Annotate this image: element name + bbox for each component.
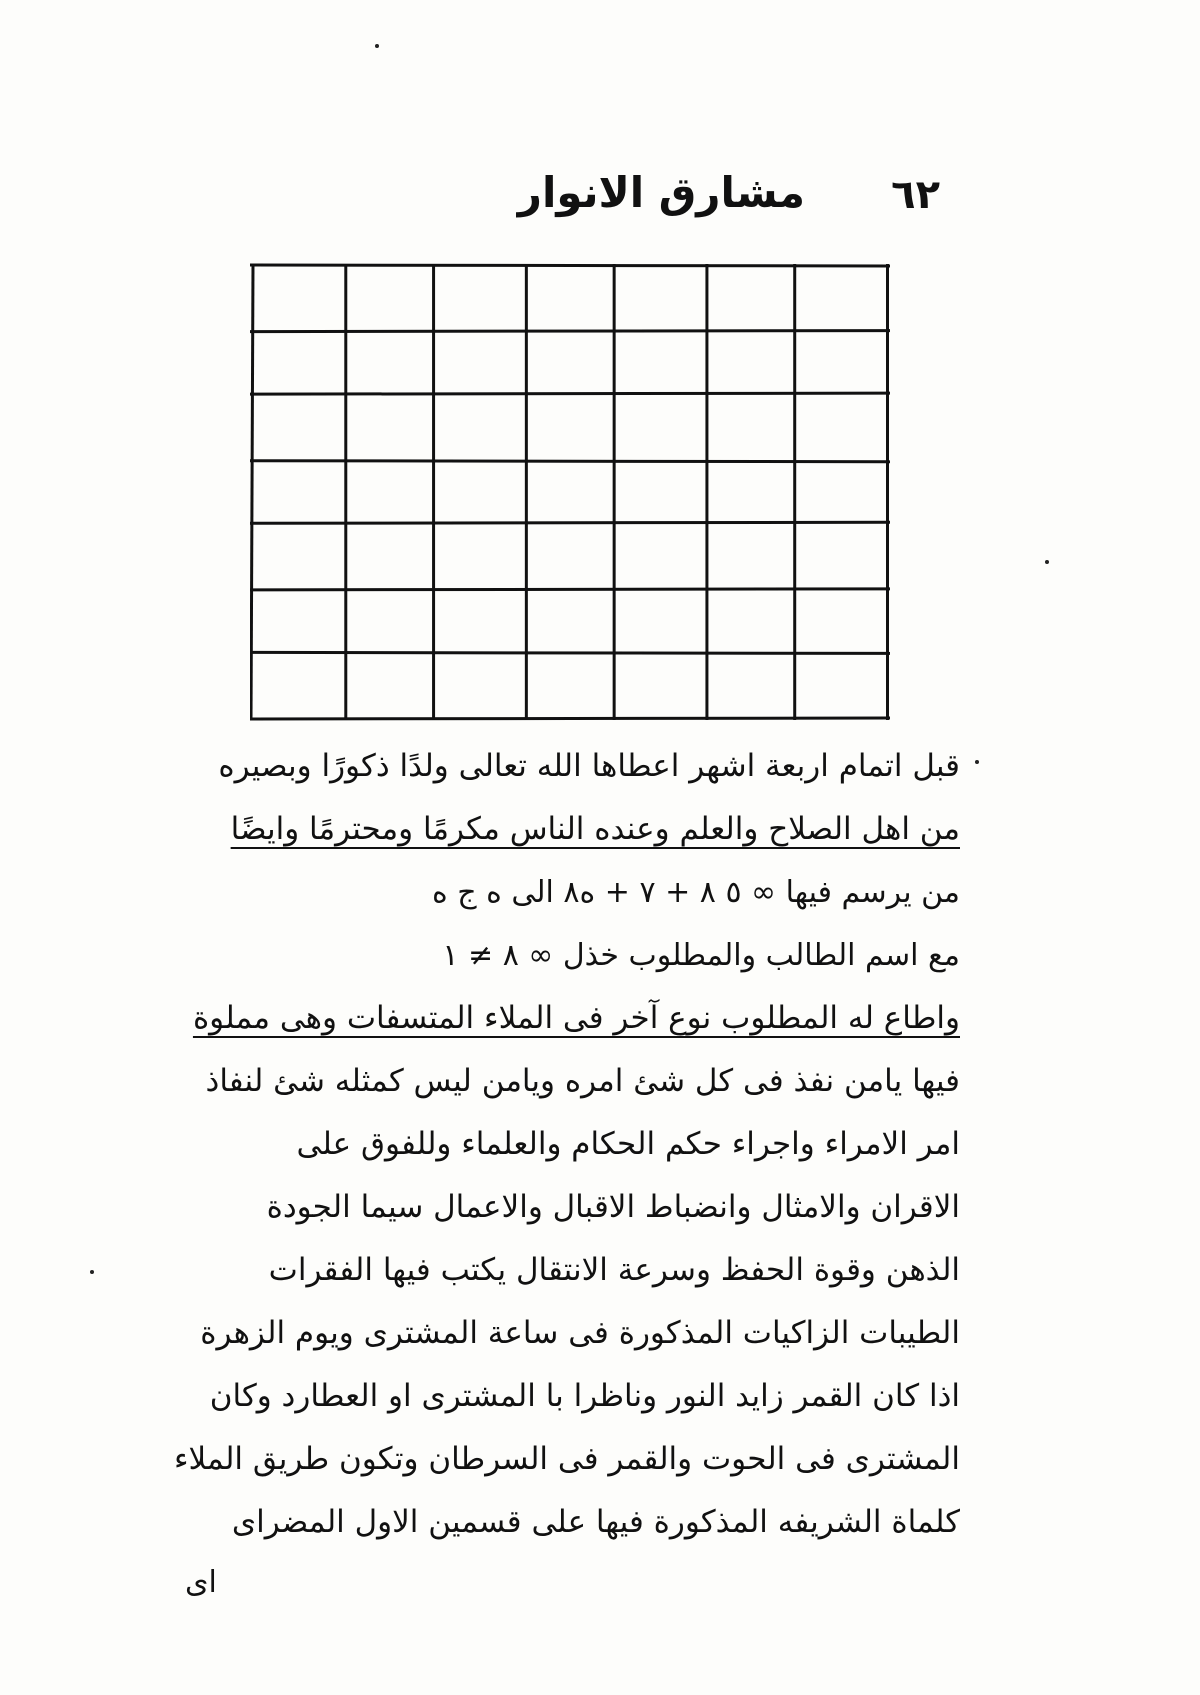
text-line: الاقران والامثال وانضباط الاقبال والاعمال سيما الجودة (266, 1189, 960, 1225)
ink-speck (1045, 560, 1049, 564)
text-line: فيها يامن نفذ فى كل شئ امره ويامن ليس كمثله شئ لنفاذ (205, 1063, 960, 1099)
table-grid (250, 262, 890, 722)
grid-row-line (250, 652, 890, 653)
grid-row-line (250, 393, 890, 394)
ink-speck (975, 760, 979, 764)
grid-row-line (250, 522, 890, 523)
text-line: واطاع له المطلوب نوع آخر فى الملاء المتسفات وهى مملوة (192, 1000, 960, 1036)
grid-row-line (250, 718, 890, 719)
text-line: المشترى فى الحوت والقمر فى السرطان وتكون طريق الملاء (173, 1441, 960, 1477)
text-line: امر الامراء واجراء حكم الحكام والعلماء وللفوق على (296, 1126, 960, 1162)
text-line: اذا كان القمر زايد النور وناظرا با المشترى او العطارد وكان (209, 1378, 960, 1414)
text-line: قبل اتمام اربعة اشهر اعطاها الله تعالى ولدًا ذكورًا وبصيره (218, 748, 960, 784)
grid-row-line (250, 265, 890, 266)
ink-speck (90, 1270, 94, 1274)
page-number: ٦٢ (891, 172, 940, 218)
text-line-with-symbols: من يرسم فيها ∞ ٥ ٨ + ٧ + ه٨ الى ه ج ه (431, 875, 960, 910)
grid-row-line (250, 331, 890, 332)
text-line: الذهن وقوة الحفظ وسرعة الانتقال يكتب فيها الفقرات (268, 1252, 960, 1288)
ink-speck (375, 44, 379, 48)
text-line: من اهل الصلاح والعلم وعنده الناس مكرمًا ومحترمًا وايضًا (230, 811, 960, 847)
text-line-with-symbols: مع اسم الطالب والمطلوب خذل ∞ ٨ ≠ ١ (442, 938, 960, 973)
text-line: كلماة الشريفه المذكورة فيها على قسمين الاول المضراى (231, 1504, 960, 1540)
manuscript-body (150, 735, 960, 1554)
catchword: اى (185, 1565, 217, 1600)
text-line: الطيبات الزاكيات المذكورة فى ساعة المشترى ويوم الزهرة (200, 1315, 960, 1351)
grid-row-line (250, 589, 890, 590)
page-header (440, 162, 940, 232)
grid-row-line (250, 461, 890, 462)
book-title: مشارق الانوار (517, 168, 805, 217)
magic-square-table (250, 262, 890, 722)
